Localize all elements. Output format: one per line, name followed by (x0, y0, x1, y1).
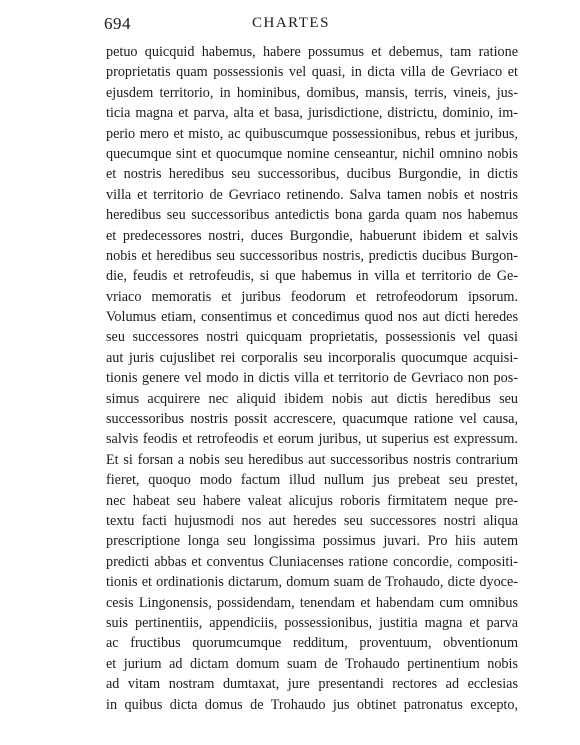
text-line: nobis et heredibus seu successoribus nostris, predictis ducibus Burgon- (106, 247, 518, 264)
text-line: simus acquirere nec aliquid ibidem nobis aut dictis heredibus seu (106, 390, 518, 407)
page-number: 694 (104, 14, 131, 33)
text-line: et jurium ad dictam domum suam de Trohaudo pertinentium nobis (106, 655, 518, 672)
text-line: petuo quicquid habemus, habere possumus et debemus, tam ratione (106, 44, 518, 60)
text-line: proprietatis quam possessionis vel quasi, in dicta villa de Gevriaco et (106, 64, 518, 81)
text-line: ad vitam nostram dumtaxat, jure presentandi rectores ad ecclesias (106, 676, 518, 693)
text-line: perio mero et misto, ac quibuscumque possessionibus, rebus et juribus, (106, 125, 518, 142)
text-line: fieret, quoquo modo factum illud nullum jus prebeat seu prestet, (106, 472, 518, 489)
text-line: et predecessores nostri, duces Burgondie, habuerunt ibidem et salvis (106, 227, 518, 244)
page-header (104, 14, 518, 36)
text-line: salvis feodis et retrofeodis et eorum juribus, ut superius est expressum. (106, 431, 518, 448)
text-line: Et si forsan a nobis seu heredibus aut successoribus nostris contrarium (106, 451, 518, 468)
text-line: quecumque sint et quocumque nomine censeantur, nichil omnino nobis (106, 145, 518, 162)
text-line: predicti abbas et conventus Cluniacenses ratione concordie, compositi- (106, 553, 518, 570)
text-line: tionis genere vel modo in dictis villa et territorio de Gevriaco non pos- (106, 370, 518, 387)
text-line: nec habeat seu habere valeat alicujus roboris firmitatem neque pre- (106, 492, 518, 509)
text-line: et nostris heredibus seu successoribus, ducibus Burgondie, in dictis (106, 166, 518, 183)
running-head: CHARTES (252, 15, 330, 31)
body-text (106, 42, 518, 715)
text-line: successoribus nostris possit accrescere, quacumque ratione vel causa, (106, 411, 518, 428)
text-line: seu successores nostri quicquam proprietatis, possessionis vel quasi (106, 329, 518, 346)
text-line: cesis Lingonensis, possidendam, tenendam et habendam cum omnibus (106, 594, 518, 611)
text-line: suis pertinentiis, appendiciis, possessionibus, justitia magna et parva (106, 614, 518, 631)
text-line: textu facti hujusmodi nos aut heredes seu successores nostri aliqua (106, 512, 518, 529)
text-line: ejusdem territorio, in hominibus, domibus, mansis, terris, vineis, jus- (106, 84, 518, 101)
text-line: vriaco memoratis et juribus feodorum et retrofeodorum ipsorum. (106, 288, 518, 305)
text-line: die, feudis et retrofeudis, si que habemus in villa et territorio de Ge- (106, 268, 518, 285)
text-line: villa et territorio de Gevriaco retinendo. Salva tamen nobis et nostris (106, 186, 518, 203)
text-line: ac fructibus quorumcumque redditum, proventuum, obventionum (106, 635, 518, 652)
text-line: Volumus etiam, consentimus et concedimus quod nos aut dicti heredes (106, 309, 518, 326)
text-line: heredibus seu successoribus antedictis bona garda quam nos habemus (106, 207, 518, 224)
text-line: in quibus dicta domus de Trohaudo jus obtinet patronatus excepto, (106, 696, 518, 713)
text-line: prescriptione longa seu longissima possimus juvari. Pro hiis autem (106, 533, 518, 550)
text-line: tionis et ordinationis dictarum, domum suam de Trohaudo, dicte dyoce- (106, 574, 518, 591)
text-line: aut juris cujuslibet rei corporalis seu incorporalis quocumque acquisi- (106, 349, 518, 366)
text-line: ticia magna et parva, alta et basa, jurisdictione, districtu, dominio, im- (106, 105, 518, 122)
